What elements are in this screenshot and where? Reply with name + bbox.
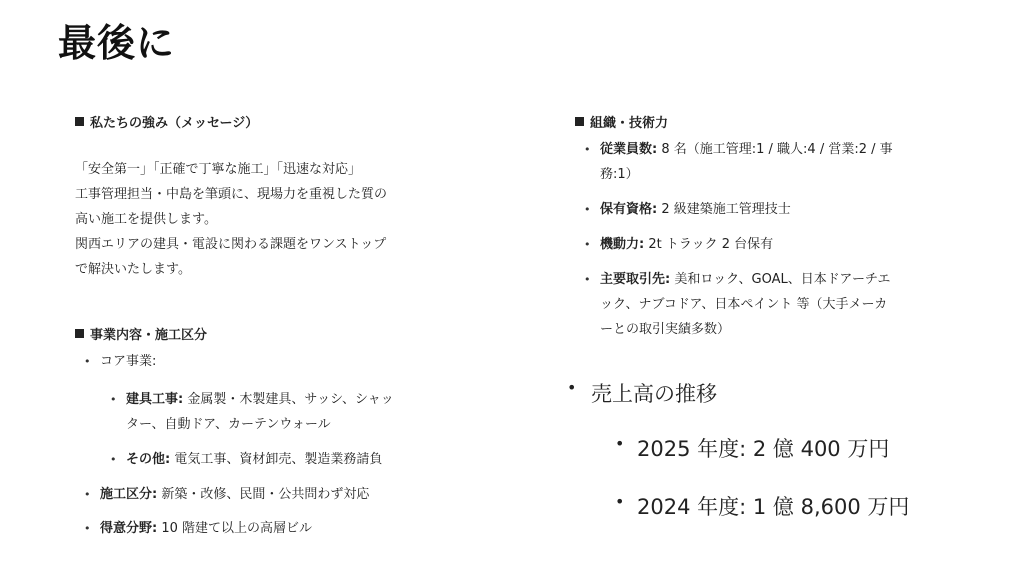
message-line: で解決いたします。 [75,262,191,277]
item-text: 金属製・木製建具、サッシ、シャッ [183,392,394,407]
square-bullet-icon [75,117,84,126]
sales-item-2025: • 2025 年度: 2 億 400 万円 [637,433,889,463]
message-line: 高い施工を提供します。 [75,212,217,227]
item-label: 従業員数: [600,142,658,157]
item-text: 電気工事、資材卸売、製造業務請負 [170,452,383,467]
list-item-tategu [126,387,475,437]
item-text: 新築・改修、民間・公共問わず対応 [157,487,370,502]
item-text: 2t トラック 2 台保有 [644,237,774,252]
strengths-heading [75,112,475,131]
item-text: 美和ロック、GOAL、日本ドアーチエ [670,272,891,287]
item-text-cont: ック、ナブコドア、日本ペイント 等（大手メーカ [600,297,888,312]
strengths-heading-text: 私たちの強み（メッセージ） [90,116,259,131]
item-label: 保有資格: [600,202,658,217]
core-label: コア事業: [100,354,157,369]
sales-heading: • 売上高の推移 [591,378,717,408]
organization-list [575,137,945,342]
list-item-core [100,351,475,373]
core-sub-list [75,387,475,472]
message-line: 「安全第一」「正確で丁寧な施工」「迅速な対応」 [75,162,362,177]
page-title: 最後に [58,21,176,65]
business-heading [75,324,475,343]
item-label: 施工区分: [100,487,158,502]
item-label: その他: [126,452,171,467]
item-label: 機動力: [600,237,645,252]
business-heading-text: 事業内容・施工区分 [90,328,208,343]
item-label: 得意分野: [100,521,158,536]
list-item-specialty [100,516,475,541]
item-text: 10 階建て以上の高層ビル [157,521,313,536]
message-line: 関西エリアの建具・電設に関わる課題をワンストップ [75,237,387,252]
message-line: 工事管理担当・中島を筆頭に、現場力を重視した質の [75,187,388,202]
item-text-cont: ーとの取引実績多数） [600,322,731,337]
item-label: 主要取引先: [600,272,671,287]
left-column [75,112,475,541]
item-label: 建具工事: [126,392,184,407]
item-text: 8 名（施工管理:1 / 職人:4 / 営業:2 / 事 [657,142,893,157]
strengths-message [75,157,475,282]
list-item-qualifications [600,197,945,222]
list-item-construction-category [100,482,475,507]
organization-heading-text: 組織・技術力 [590,116,669,131]
business-list [75,351,475,373]
square-bullet-icon [75,329,84,338]
item-text-cont: 務:1） [600,167,639,182]
sales-item-2024: • 2024 年度: 1 億 8,600 万円 [637,491,909,521]
list-item-clients [600,267,945,342]
item-text: 2 級建築施工管理技士 [657,202,791,217]
list-item-other [126,447,475,472]
list-item-mobility [600,232,945,257]
organization-heading [575,112,945,131]
right-column [575,112,945,342]
item-text-cont: ター、自動ドア、カーテンウォール [126,417,331,432]
square-bullet-icon [575,117,584,126]
business-list-2 [75,482,475,541]
list-item-employees [600,137,945,187]
